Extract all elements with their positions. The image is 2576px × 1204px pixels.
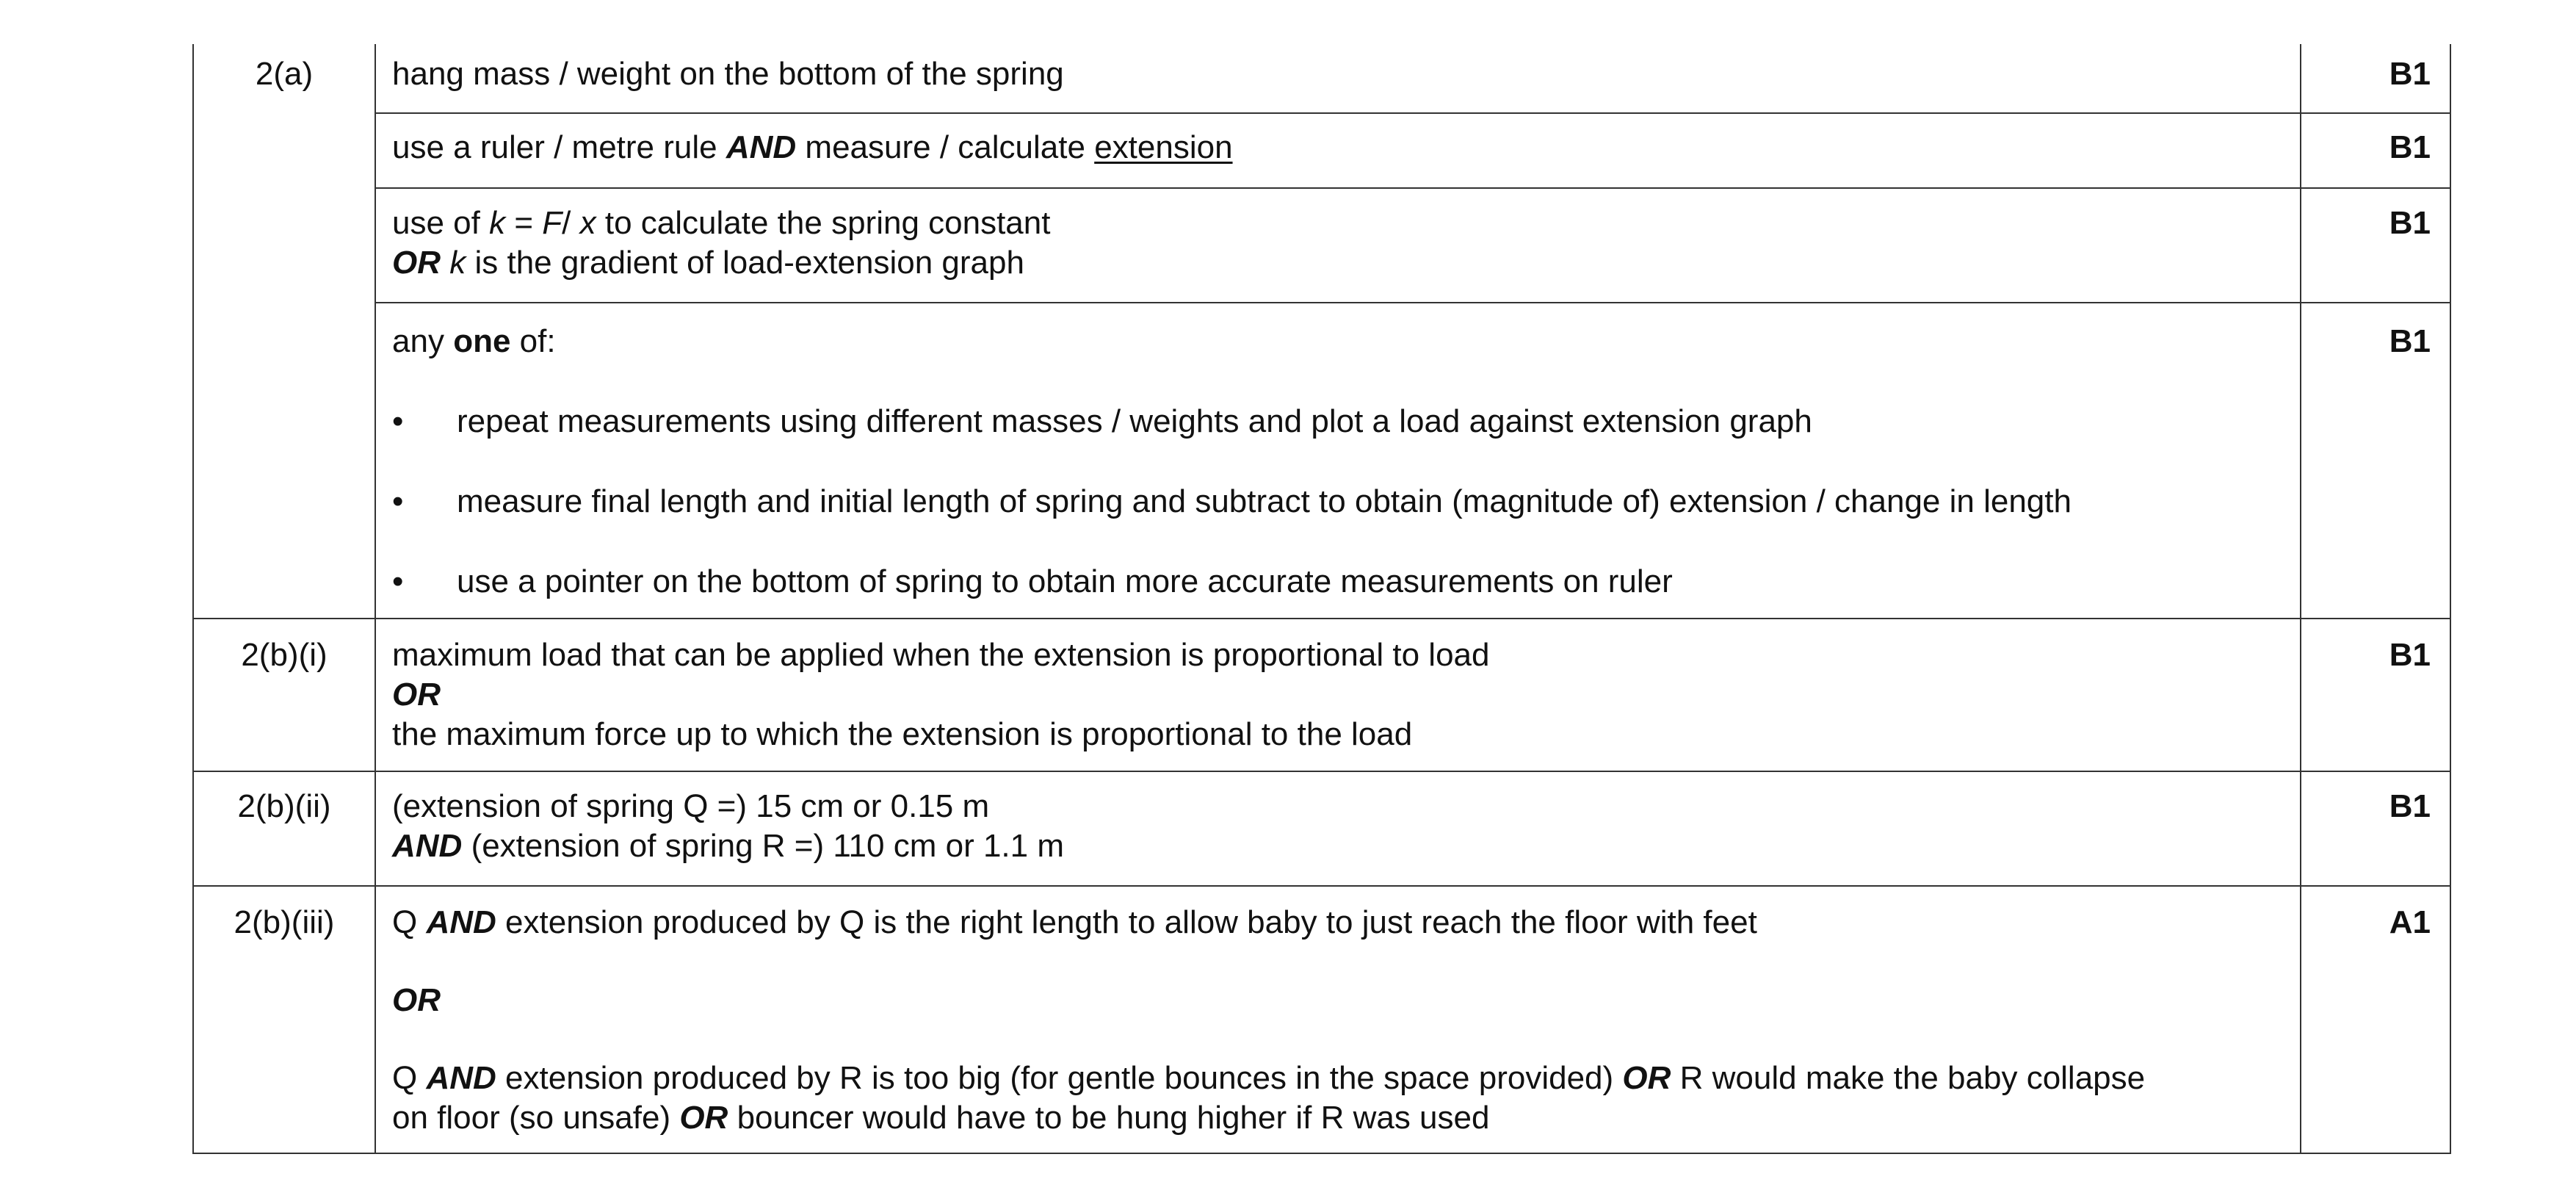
answer-text: on floor (so unsafe) — [392, 1100, 671, 1136]
question-number-text: 2(b)(i) — [241, 637, 328, 673]
question-number-text: 2(b)(ii) — [237, 788, 331, 824]
equals-sign: = — [514, 205, 534, 241]
mark-cell — [2301, 771, 2450, 886]
symbol-k: k — [489, 205, 506, 241]
bold-keyword: one — [453, 323, 511, 359]
question-number — [193, 188, 375, 303]
bullet-text: measure final length and initial length of spring and subtract to obtain (magnitude of) extension / change in length — [457, 483, 2072, 519]
answer-text: bouncer would have to be hung higher if R was used — [737, 1100, 1490, 1136]
underlined-keyword: extension — [1094, 129, 1233, 165]
answer-line — [392, 1098, 2285, 1138]
bullet-item — [392, 562, 2285, 602]
bullet-text: repeat measurements using different masses / weights and plot a load against extension graph — [457, 403, 1812, 439]
answer-text: extension produced by R is too big (for gentle bounces in the space provided) — [505, 1060, 1614, 1096]
answer-text: use a ruler / metre rule — [392, 129, 717, 165]
question-number-text: 2(a) — [255, 56, 314, 92]
bullet-icon: • — [392, 403, 404, 439]
answer-cell — [375, 619, 2301, 771]
answer-text: any — [392, 323, 444, 359]
or-connector: OR — [392, 677, 441, 713]
answer-line — [392, 1059, 2285, 1098]
slash: / — [562, 205, 571, 241]
question-number — [193, 44, 375, 113]
mark-code: B1 — [2389, 323, 2431, 359]
and-connector: AND — [392, 828, 463, 864]
mark-cell — [2301, 886, 2450, 1153]
or-connector: OR — [392, 982, 441, 1018]
mark-code: B1 — [2389, 788, 2431, 824]
symbol-x: x — [579, 205, 596, 241]
table-row — [193, 44, 2450, 113]
mark-code: A1 — [2389, 904, 2431, 940]
answer-cell — [375, 886, 2301, 1153]
bullet-icon: • — [392, 563, 404, 599]
question-number — [193, 619, 375, 771]
answer-text: extension produced by Q is the right length to allow baby to just reach the floor with feet — [505, 904, 1757, 940]
table-row — [193, 188, 2450, 303]
mark-code: B1 — [2389, 56, 2431, 92]
mark-cell — [2301, 113, 2450, 188]
mark-cell — [2301, 303, 2450, 619]
question-number — [193, 113, 375, 188]
mark-code: B1 — [2389, 205, 2431, 241]
symbol-k: k — [449, 245, 466, 281]
answer-text: Q — [392, 904, 418, 940]
answer-text: is the gradient of load-extension graph — [474, 245, 1024, 281]
question-number — [193, 303, 375, 619]
table-row — [193, 619, 2450, 771]
answer-cell — [375, 113, 2301, 188]
symbol-f: F — [542, 205, 562, 241]
answer-text: Q — [392, 1060, 418, 1096]
bullet-item — [392, 482, 2285, 522]
mark-cell — [2301, 44, 2450, 113]
table-row — [193, 113, 2450, 188]
and-connector: AND — [426, 904, 496, 940]
answer-line — [392, 322, 2285, 361]
answer-cell — [375, 303, 2301, 619]
answer-line — [392, 243, 2285, 283]
answer-text: use of — [392, 205, 480, 241]
table-row — [193, 771, 2450, 886]
answer-line — [392, 826, 2285, 866]
question-number — [193, 886, 375, 1153]
mark-code: B1 — [2389, 129, 2431, 165]
table-row — [193, 303, 2450, 619]
answer-text: R would make the baby collapse — [1679, 1060, 2146, 1096]
bullet-text: use a pointer on the bottom of spring to obtain more accurate measurements on ruler — [457, 563, 1673, 599]
answer-text: (extension of spring Q =) 15 cm or 0.15 m — [392, 788, 990, 824]
table-row — [193, 886, 2450, 1153]
mark-cell — [2301, 619, 2450, 771]
answer-text: of: — [519, 323, 556, 359]
answer-line — [392, 203, 2285, 243]
or-connector: OR — [392, 245, 441, 281]
answer-line — [392, 903, 2285, 942]
answer-cell — [375, 44, 2301, 113]
and-connector: AND — [426, 1060, 496, 1096]
bullet-item — [392, 402, 2285, 441]
answer-text: hang mass / weight on the bottom of the spring — [392, 56, 1064, 92]
and-connector: AND — [726, 129, 797, 165]
question-number-text: 2(b)(iii) — [234, 904, 335, 940]
answer-cell — [375, 188, 2301, 303]
answer-text: maximum load that can be applied when the extension is proportional to load — [392, 637, 1490, 673]
mark-cell — [2301, 188, 2450, 303]
question-number — [193, 771, 375, 886]
mark-scheme-table — [192, 44, 2451, 1154]
or-connector: OR — [1622, 1060, 1671, 1096]
answer-text: (extension of spring R =) 110 cm or 1.1 m — [471, 828, 1064, 864]
answer-text: the maximum force up to which the extension is proportional to the load — [392, 716, 1413, 752]
answer-text: to calculate the spring constant — [604, 205, 1051, 241]
mark-code: B1 — [2389, 637, 2431, 673]
bullet-icon: • — [392, 483, 404, 519]
or-connector: OR — [679, 1100, 728, 1136]
answer-cell — [375, 771, 2301, 886]
answer-text: measure / calculate — [805, 129, 1085, 165]
